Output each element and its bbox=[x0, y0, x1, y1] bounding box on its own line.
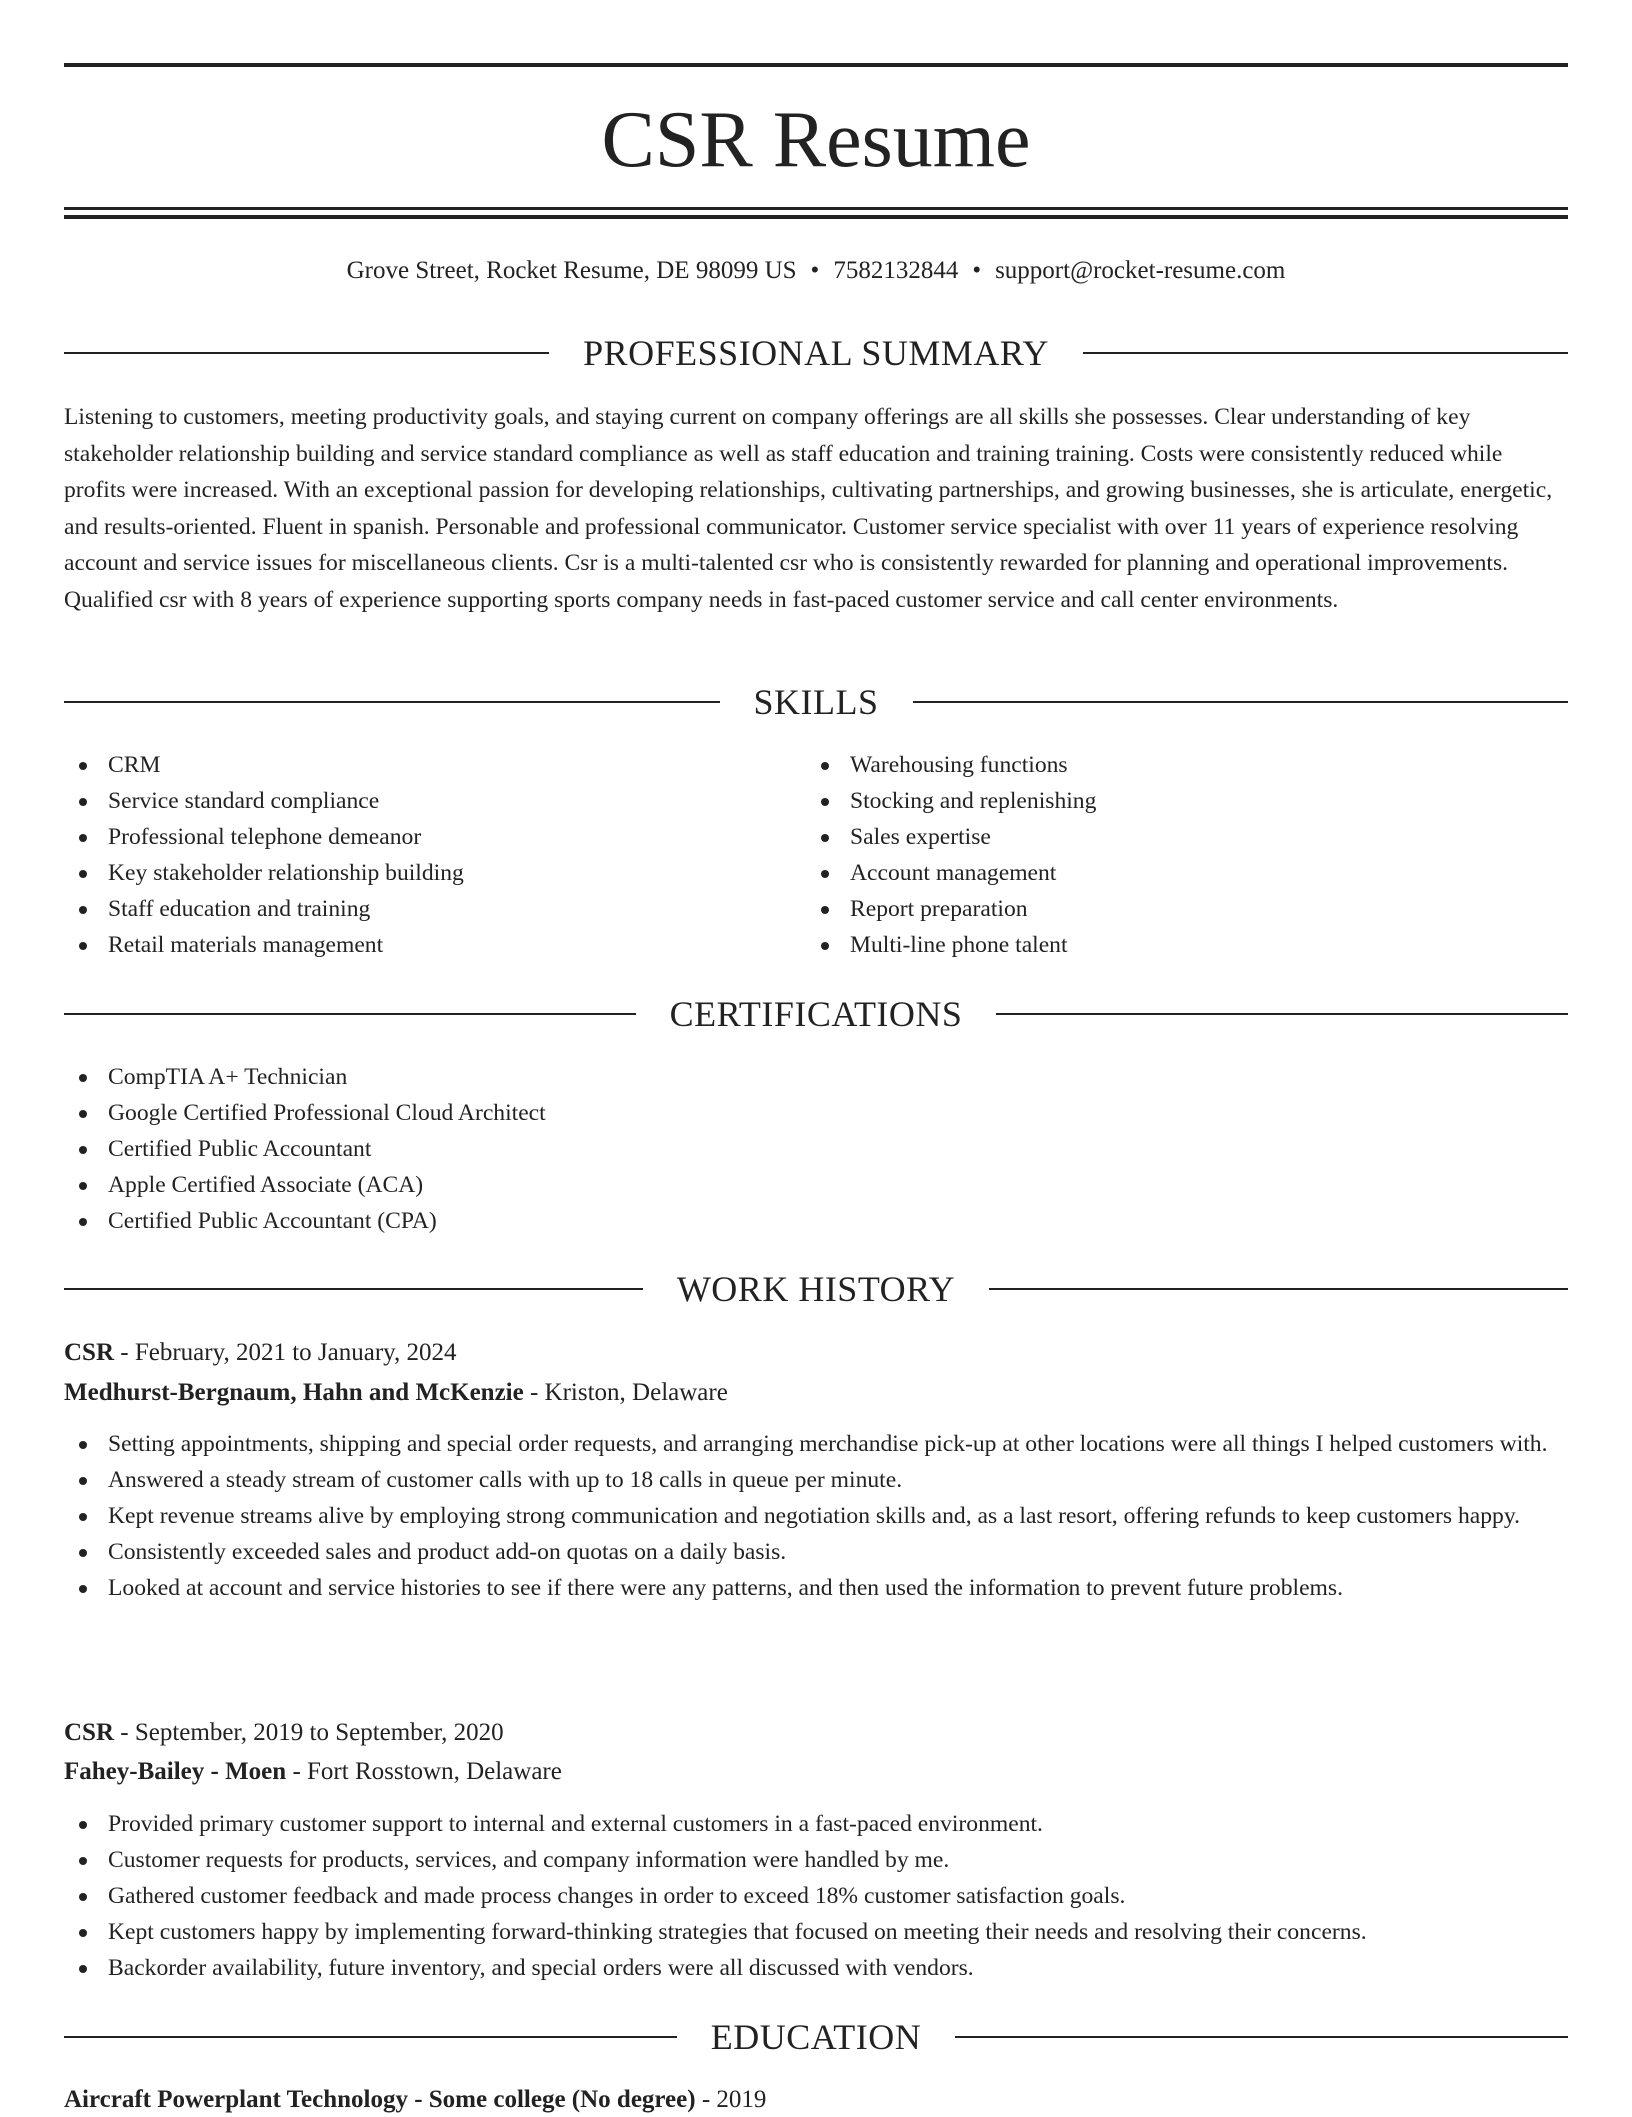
education-program: Aircraft Powerplant Technology - Some college (No degree) bbox=[64, 2086, 696, 2113]
certification-item: CompTIA A+ Technician bbox=[64, 1059, 1568, 1095]
job-title-line bbox=[64, 1336, 1568, 1370]
section-rule bbox=[64, 352, 549, 354]
section-rule bbox=[996, 1013, 1568, 1015]
contact-separator: • bbox=[810, 257, 820, 284]
job-title: CSR bbox=[64, 1339, 115, 1366]
job-bullet: Kept revenue streams alive by employing strong communication and negotiation skills and, as a last resort, offering refunds to keep customers happy. bbox=[64, 1498, 1568, 1534]
certification-item: Apple Certified Associate (ACA) bbox=[64, 1167, 1568, 1203]
education-section-header bbox=[64, 2015, 1568, 2059]
job-bullet: Kept customers happy by implementing forward-thinking strategies that focused on meeting their needs and resolving their concerns. bbox=[64, 1914, 1568, 1950]
section-rule bbox=[64, 2036, 677, 2038]
job-company: Medhurst-Bergnaum, Hahn and McKenzie bbox=[64, 1379, 524, 1406]
job-bullets bbox=[64, 1806, 1568, 1986]
job-company-line bbox=[64, 1755, 1568, 1789]
job-company: Fahey-Bailey - Moen bbox=[64, 1758, 287, 1785]
skill-item: Key stakeholder relationship building bbox=[64, 855, 804, 891]
section-rule bbox=[64, 1288, 643, 1290]
header-top-rule bbox=[64, 63, 1568, 67]
job-bullet: Customer requests for products, services, and company information were handled by me. bbox=[64, 1842, 1568, 1878]
certification-item: Certified Public Accountant bbox=[64, 1131, 1568, 1167]
skill-item: Professional telephone demeanor bbox=[64, 819, 804, 855]
section-rule bbox=[1083, 352, 1568, 354]
skill-item: Account management bbox=[806, 855, 1546, 891]
job-bullet: Looked at account and service histories to see if there were any patterns, and then used the information to prevent future problems. bbox=[64, 1570, 1568, 1606]
job-bullet: Backorder availability, future inventory, and special orders were all discussed with vendors. bbox=[64, 1950, 1568, 1986]
job-bullet: Setting appointments, shipping and special order requests, and arranging merchandise pick-up at other locations were all things I helped customers with. bbox=[64, 1426, 1568, 1462]
job-title-line bbox=[64, 1716, 1568, 1750]
job-company-line bbox=[64, 1376, 1568, 1410]
skill-item: Stocking and replenishing bbox=[806, 783, 1546, 819]
certification-item: Certified Public Accountant (CPA) bbox=[64, 1203, 1568, 1239]
skill-item: Retail materials management bbox=[64, 927, 804, 963]
certifications-section-title: CERTIFICATIONS bbox=[669, 994, 963, 1034]
contact-line bbox=[64, 254, 1568, 288]
job-bullet: Answered a steady stream of customer calls with up to 18 calls in queue per minute. bbox=[64, 1462, 1568, 1498]
contact-email: support@rocket-resume.com bbox=[995, 257, 1286, 284]
skill-item: CRM bbox=[64, 747, 804, 783]
job-bullet: Gathered customer feedback and made process changes in order to exceed 18% customer satisfaction goals. bbox=[64, 1878, 1568, 1914]
job-bullets bbox=[64, 1426, 1568, 1606]
summary-section-title: PROFESSIONAL SUMMARY bbox=[583, 333, 1049, 373]
skill-item: Report preparation bbox=[806, 891, 1546, 927]
job-location: - Kriston, Delaware bbox=[523, 1379, 728, 1406]
job-dates: - February, 2021 to January, 2024 bbox=[114, 1339, 457, 1366]
skill-item: Sales expertise bbox=[806, 819, 1546, 855]
job-bullet: Consistently exceeded sales and product add-on quotas on a daily basis. bbox=[64, 1534, 1568, 1570]
job-dates: - September, 2019 to September, 2020 bbox=[114, 1719, 504, 1746]
job-bullet: Provided primary customer support to internal and external customers in a fast-paced environment. bbox=[64, 1806, 1568, 1842]
contact-phone: 7582132844 bbox=[833, 257, 959, 284]
job-location: - Fort Rosstown, Delaware bbox=[286, 1758, 562, 1785]
skill-item: Multi-line phone talent bbox=[806, 927, 1546, 963]
section-rule bbox=[955, 2036, 1568, 2038]
skills-list-left bbox=[64, 747, 804, 963]
education-year: - 2019 bbox=[695, 2086, 767, 2113]
summary-text: Listening to customers, meeting productivity goals, and staying current on company offerings are all skills she possesses. Clear understanding of key stakeholder relationship building and service standard compliance as well as staff education and training training. Costs were consistently reduced while profits were increased. With an exceptional passion for developing relationships, cultivating partnerships, and growing businesses, she is articulate, energetic, and results-oriented. Fluent in spanish. Personable and professional communicator. Customer service specialist with over 11 years of experience resolving account and service issues for miscellaneous clients. Csr is a multi-talented csr who is consistently rewarded for planning and operational improvements. Qualified csr with 8 years of experience supporting sports company needs in fast-paced customer service and call center environments. bbox=[64, 404, 1553, 613]
skills-section-title: SKILLS bbox=[753, 682, 879, 722]
section-rule bbox=[64, 1013, 636, 1015]
header-double-rule-lower bbox=[64, 215, 1568, 219]
header-double-rule-upper bbox=[64, 207, 1568, 210]
certification-item: Google Certified Professional Cloud Architect bbox=[64, 1095, 1568, 1131]
certifications-section-header bbox=[64, 992, 1568, 1036]
job-title: CSR bbox=[64, 1719, 115, 1746]
section-rule bbox=[64, 701, 720, 703]
resume-name: CSR Resume bbox=[601, 96, 1031, 184]
section-rule bbox=[989, 1288, 1568, 1290]
education-section-title: EDUCATION bbox=[710, 2017, 922, 2057]
skill-item: Service standard compliance bbox=[64, 783, 804, 819]
contact-separator: • bbox=[972, 257, 982, 284]
certifications-list bbox=[64, 1059, 1568, 1239]
skill-item: Staff education and training bbox=[64, 891, 804, 927]
contact-address: Grove Street, Rocket Resume, DE 98099 US bbox=[346, 257, 797, 284]
skills-list-right bbox=[806, 747, 1546, 963]
skills-section-header bbox=[64, 680, 1568, 724]
summary-section-header bbox=[64, 331, 1568, 375]
skill-item: Warehousing functions bbox=[806, 747, 1546, 783]
work-section-header bbox=[64, 1267, 1568, 1311]
section-rule bbox=[913, 701, 1569, 703]
work-section-title: WORK HISTORY bbox=[676, 1269, 956, 1309]
